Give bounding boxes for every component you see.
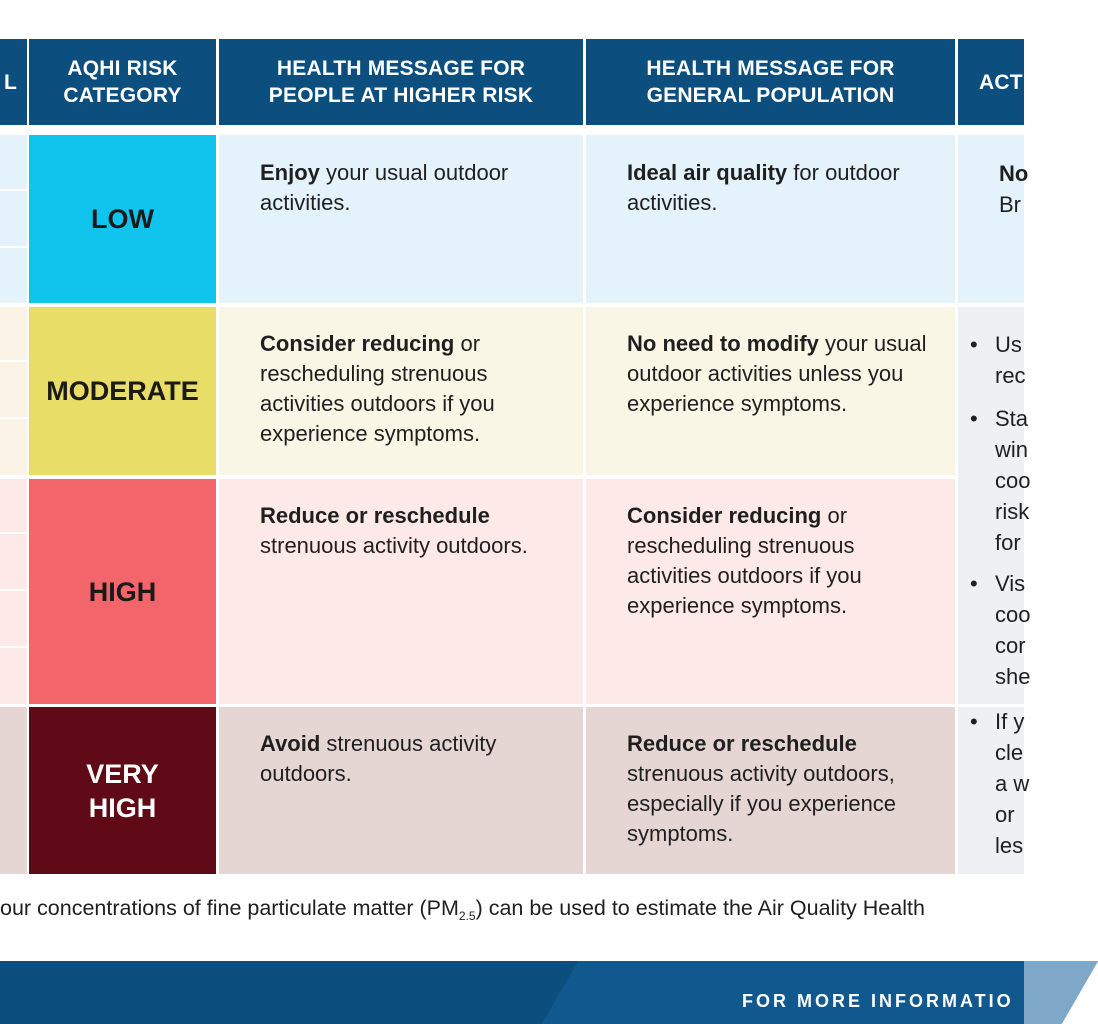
level-divider (0, 417, 27, 419)
row-moderate-general-text: your usual outdoor activities unless you experience symptoms. (627, 331, 927, 416)
action-bullet-2-line4: risk (995, 499, 1030, 524)
action-bullet-4-line3: a w (995, 771, 1030, 796)
row-moderate-higher-risk-text: or rescheduling strenuous activities outdoors if you experience symptoms. (260, 331, 495, 446)
row-low-action-line2: Br (999, 192, 1021, 217)
level-divider (0, 646, 27, 648)
action-bullet-4-line4: or (995, 802, 1015, 827)
header-general-line1: HEALTH MESSAGE FOR (646, 57, 895, 80)
row-high-general-text: or rescheduling strenuous activities outdoors if you experience symptoms. (627, 503, 862, 618)
header-general-line2: GENERAL POPULATION (646, 84, 895, 107)
action-bullet-2-line5: for (995, 530, 1021, 555)
risk-category-moderate-label: MODERATE (46, 376, 199, 406)
header-higher-risk-line1: HEALTH MESSAGE FOR (276, 57, 526, 80)
row-moderate-higher-risk-emphasis: Consider reducing (260, 331, 455, 356)
row-low-action-line1: No (999, 161, 1029, 186)
action-bullet-3-line4: she (995, 664, 1031, 689)
footnote-text-after: ) can be used to estimate the Air Quality Health (475, 896, 925, 920)
row-high-general-emphasis: Consider reducing (627, 503, 822, 528)
footer-banner (0, 961, 1024, 1024)
row-very-high-general-message (627, 729, 927, 849)
risk-category-low (29, 135, 216, 303)
footnote (0, 893, 925, 931)
row-moderate-general-message (627, 329, 927, 419)
header-actions-label: ACT (979, 70, 1023, 94)
action-bullet-1-line2: rec (995, 363, 1026, 388)
risk-category-moderate (29, 307, 216, 475)
row-moderate-general-emphasis: No need to modify (627, 331, 819, 356)
header-risk-category-line2: CATEGORY (63, 84, 182, 107)
action-bullet-3 (970, 568, 1030, 692)
level-divider (0, 189, 27, 191)
row-high-higher-risk-text: strenuous activity outdoors. (260, 533, 528, 558)
header-cell-level (0, 39, 27, 125)
level-divider (0, 360, 27, 362)
action-bullet-2-line1: Sta (995, 406, 1029, 431)
footnote-text-before: our concentrations of fine particulate matter (PM (0, 896, 459, 920)
header-cell-risk-category (29, 39, 216, 125)
action-bullet-1 (970, 329, 1026, 391)
row-low-action-text (999, 158, 1028, 220)
risk-category-high-label: HIGH (88, 576, 157, 607)
action-bullet-2-line2: win (995, 437, 1029, 462)
action-bullet-3-line1: Vis (995, 571, 1026, 596)
row-very-high-higher-risk-message (260, 729, 560, 789)
bullet-marker: • (970, 571, 978, 596)
header-cell-actions (958, 39, 1024, 125)
row-low-general-text: for outdoor activities. (627, 160, 900, 215)
row-moderate-higher-risk-message (260, 329, 560, 449)
level-sliver-very-high (0, 707, 27, 874)
header-level-label: L (4, 70, 18, 94)
action-bullet-2-line3: coo (995, 468, 1031, 493)
row-very-high-higher-risk-emphasis: Avoid (260, 731, 321, 756)
bullet-marker: • (970, 709, 978, 734)
row-low-general-emphasis: Ideal air quality (627, 160, 788, 185)
action-bullet-4-line1: If y (995, 709, 1025, 734)
action-bullet-4-line2: cle (995, 740, 1024, 765)
footer-more-information-link[interactable]: FOR MORE INFORMATIO (742, 991, 1014, 1011)
level-sliver-low (0, 135, 27, 303)
action-bullet-1-line1: Us (995, 332, 1022, 357)
row-very-high-general-emphasis: Reduce or reschedule (627, 731, 857, 756)
row-very-high-general-text: strenuous activity outdoors, especially if you experience symptoms. (627, 761, 897, 846)
footnote-subscript: 2.5 (458, 909, 476, 923)
row-low-higher-risk-text: your usual outdoor activities. (260, 160, 509, 215)
risk-category-very-high (29, 707, 216, 874)
row-low-higher-risk-message (260, 158, 560, 218)
action-bullet-3-line2: coo (995, 602, 1031, 627)
level-sliver-high (0, 479, 27, 704)
row-low-higher-risk-emphasis: Enjoy (260, 160, 320, 185)
risk-category-low-label: LOW (91, 204, 154, 234)
row-very-high-higher-risk-text: strenuous activity outdoors. (260, 731, 497, 786)
level-divider (0, 589, 27, 591)
level-sliver-moderate (0, 307, 27, 475)
bullet-marker: • (970, 332, 978, 357)
header-higher-risk-line2: PEOPLE AT HIGHER RISK (268, 84, 534, 107)
action-bullet-4 (970, 706, 1029, 861)
row-high-general-message (627, 501, 927, 621)
action-bullet-2 (970, 403, 1030, 558)
action-bullet-4-line5: les (995, 833, 1024, 858)
row-low-general-message (627, 158, 927, 218)
level-divider (0, 246, 27, 248)
level-divider (0, 532, 27, 534)
risk-category-very-high-line2: HIGH (88, 792, 157, 823)
risk-category-very-high-line1: VERY (86, 758, 159, 789)
bullet-marker: • (970, 406, 978, 431)
header-risk-category-line1: AQHI RISK (67, 57, 178, 80)
risk-category-high (29, 479, 216, 704)
header-cell-general-population (586, 39, 955, 125)
row-high-higher-risk-message (260, 501, 560, 561)
row-high-higher-risk-emphasis: Reduce or reschedule (260, 503, 490, 528)
action-bullet-3-line3: cor (995, 633, 1026, 658)
header-cell-higher-risk (219, 39, 583, 125)
